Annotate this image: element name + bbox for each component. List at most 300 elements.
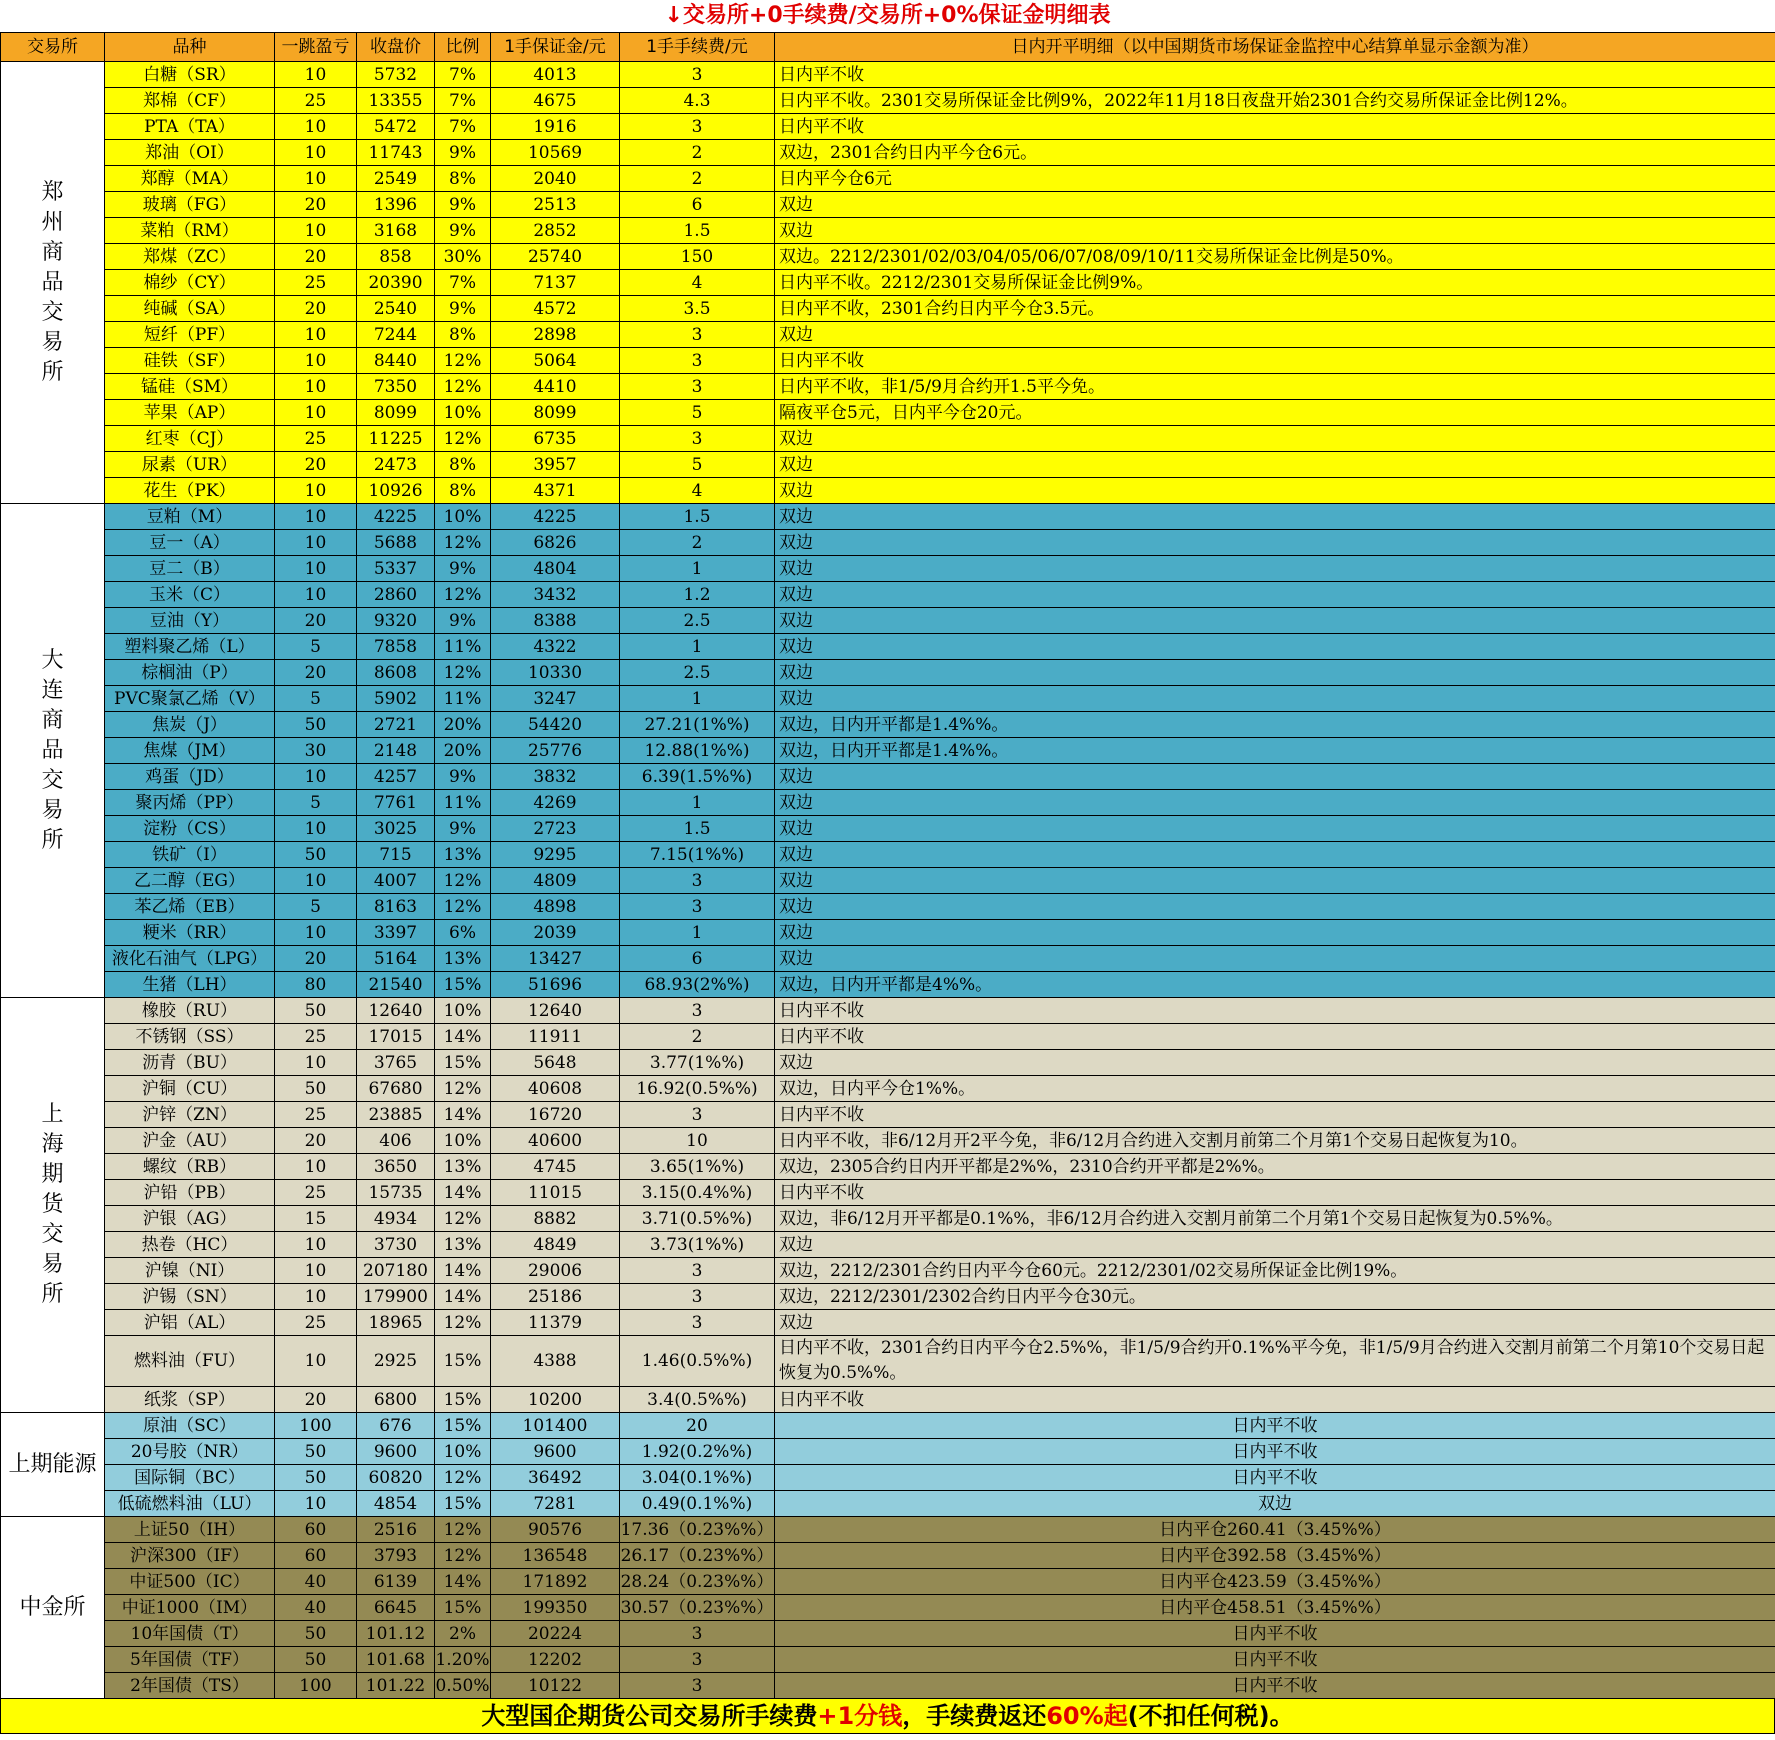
cell-intraday-details: 双边 (775, 192, 1775, 218)
cell-close-price: 2148 (357, 738, 435, 764)
table-row (1, 1387, 1775, 1413)
cell-tick-value: 10 (275, 166, 357, 192)
cell-ratio: 12% (435, 374, 491, 400)
cell-intraday-details: 双边，日内开平都是4%%。 (775, 972, 1775, 998)
cell-margin: 4804 (491, 556, 620, 582)
cell-product: PTA（TA） (105, 114, 275, 140)
cell-tick-value: 15 (275, 1206, 357, 1232)
cell-intraday-details: 日内平不收，非1/5/9月合约开1.5平今免。 (775, 374, 1775, 400)
cell-ratio: 9% (435, 608, 491, 634)
cell-ratio: 9% (435, 218, 491, 244)
cell-close-price: 12640 (357, 998, 435, 1024)
cell-margin: 2723 (491, 816, 620, 842)
cell-product: 沪铝（AL） (105, 1310, 275, 1336)
cell-fee: 3 (620, 1284, 775, 1310)
table-row (1, 712, 1775, 738)
cell-product: 沪深300（IF） (105, 1543, 275, 1569)
cell-tick-value: 25 (275, 1310, 357, 1336)
cell-product: 低硫燃料油（LU） (105, 1491, 275, 1517)
cell-tick-value: 10 (275, 1336, 357, 1387)
table-row (1, 452, 1775, 478)
cell-intraday-details: 日内平不收 (775, 348, 1775, 374)
table-row (1, 1439, 1775, 1465)
exchange-cell (1, 1413, 105, 1517)
cell-tick-value: 5 (275, 790, 357, 816)
cell-fee: 20 (620, 1413, 775, 1439)
cell-intraday-details: 日内平不收 (775, 1180, 1775, 1206)
cell-margin: 40608 (491, 1076, 620, 1102)
cell-close-price: 5732 (357, 62, 435, 88)
table-row (1, 530, 1775, 556)
cell-close-price: 3168 (357, 218, 435, 244)
table-row (1, 322, 1775, 348)
cell-margin: 10200 (491, 1387, 620, 1413)
cell-intraday-details: 日内平不收 (775, 1465, 1775, 1491)
cell-intraday-details: 双边 (775, 660, 1775, 686)
cell-close-price: 5688 (357, 530, 435, 556)
footer-banner (0, 1699, 1775, 1734)
cell-product: 豆二（B） (105, 556, 275, 582)
cell-margin: 3247 (491, 686, 620, 712)
cell-product: 尿素（UR） (105, 452, 275, 478)
cell-ratio: 13% (435, 1154, 491, 1180)
cell-intraday-details: 日内平不收。2301交易所保证金比例9%，2022年11月18日夜盘开始2301合约交易所保证金比例12%。 (775, 88, 1775, 114)
cell-product: 铁矿（I） (105, 842, 275, 868)
cell-close-price: 101.68 (357, 1647, 435, 1673)
table-row (1, 296, 1775, 322)
cell-fee: 30.57（0.23%%） (620, 1595, 775, 1621)
cell-tick-value: 10 (275, 140, 357, 166)
cell-close-price: 207180 (357, 1258, 435, 1284)
cell-product: 郑煤（ZC） (105, 244, 275, 270)
cell-tick-value: 25 (275, 270, 357, 296)
cell-margin: 29006 (491, 1258, 620, 1284)
table-row (1, 738, 1775, 764)
cell-ratio: 12% (435, 660, 491, 686)
cell-fee: 1.5 (620, 816, 775, 842)
cell-tick-value: 20 (275, 244, 357, 270)
cell-product: 上证50（IH） (105, 1517, 275, 1543)
cell-fee: 2 (620, 1024, 775, 1050)
table-row (1, 1465, 1775, 1491)
cell-fee: 3.4(0.5%%) (620, 1387, 775, 1413)
cell-close-price: 5902 (357, 686, 435, 712)
cell-close-price: 7244 (357, 322, 435, 348)
footer-highlight-2: 60%起 (1046, 1702, 1128, 1730)
cell-margin: 25186 (491, 1284, 620, 1310)
cell-intraday-details: 双边，2212/2301/2302合约日内平今仓30元。 (775, 1284, 1775, 1310)
cell-tick-value: 10 (275, 1232, 357, 1258)
cell-intraday-details: 日内平不收。2212/2301交易所保证金比例9%。 (775, 270, 1775, 296)
table-row (1, 764, 1775, 790)
cell-fee: 4 (620, 478, 775, 504)
table-row (1, 1336, 1775, 1387)
cell-tick-value: 10 (275, 920, 357, 946)
cell-close-price: 5337 (357, 556, 435, 582)
cell-product: 棕榈油（P） (105, 660, 275, 686)
cell-margin: 4388 (491, 1336, 620, 1387)
cell-margin: 10122 (491, 1673, 620, 1699)
cell-margin: 11015 (491, 1180, 620, 1206)
cell-ratio: 9% (435, 192, 491, 218)
cell-close-price: 2860 (357, 582, 435, 608)
table-row (1, 1491, 1775, 1517)
cell-margin: 36492 (491, 1465, 620, 1491)
cell-close-price: 3397 (357, 920, 435, 946)
cell-fee: 1 (620, 634, 775, 660)
cell-ratio: 14% (435, 1180, 491, 1206)
cell-close-price: 7350 (357, 374, 435, 400)
cell-tick-value: 10 (275, 764, 357, 790)
cell-margin: 90576 (491, 1517, 620, 1543)
cell-fee: 3 (620, 1310, 775, 1336)
cell-margin: 8388 (491, 608, 620, 634)
cell-ratio: 12% (435, 426, 491, 452)
cell-tick-value: 60 (275, 1543, 357, 1569)
cell-intraday-details: 双边 (775, 322, 1775, 348)
table-title: ↓交易所+0手续费/交易所+0%保证金明细表 (664, 3, 1111, 28)
cell-close-price: 10926 (357, 478, 435, 504)
cell-product: 螺纹（RB） (105, 1154, 275, 1180)
cell-tick-value: 20 (275, 192, 357, 218)
table-row (1, 1673, 1775, 1699)
cell-close-price: 9320 (357, 608, 435, 634)
cell-ratio: 14% (435, 1258, 491, 1284)
cell-margin: 4225 (491, 504, 620, 530)
table-row (1, 192, 1775, 218)
cell-intraday-details: 日内平不收 (775, 1024, 1775, 1050)
cell-close-price: 101.22 (357, 1673, 435, 1699)
cell-product: 苹果（AP） (105, 400, 275, 426)
cell-close-price: 7858 (357, 634, 435, 660)
table-row (1, 348, 1775, 374)
table-row (1, 1310, 1775, 1336)
cell-margin: 12640 (491, 998, 620, 1024)
cell-fee: 3 (620, 1673, 775, 1699)
cell-product: 棉纱（CY） (105, 270, 275, 296)
exchange-name: 中金所 (19, 1594, 86, 1620)
cell-margin: 8099 (491, 400, 620, 426)
table-row (1, 1050, 1775, 1076)
cell-ratio: 12% (435, 1206, 491, 1232)
cell-fee: 3 (620, 114, 775, 140)
cell-tick-value: 20 (275, 296, 357, 322)
cell-product: 中证500（IC） (105, 1569, 275, 1595)
footer-text-2: ，手续费返还 (902, 1702, 1047, 1730)
header-intraday-details: 日内开平明细（以中国期货市场保证金监控中心结算单显示金额为准） (775, 33, 1775, 62)
cell-tick-value: 60 (275, 1517, 357, 1543)
cell-margin: 40600 (491, 1128, 620, 1154)
cell-tick-value: 10 (275, 582, 357, 608)
cell-close-price: 7761 (357, 790, 435, 816)
cell-close-price: 1396 (357, 192, 435, 218)
cell-tick-value: 50 (275, 712, 357, 738)
cell-ratio: 15% (435, 1595, 491, 1621)
header-margin: 1手保证金/元 (491, 33, 620, 62)
exchange-name: 上海期货交易所 (41, 1102, 64, 1307)
cell-intraday-details: 双边 (775, 478, 1775, 504)
cell-ratio: 9% (435, 764, 491, 790)
cell-product: 郑醇（MA） (105, 166, 275, 192)
cell-product: 2年国债（TS） (105, 1673, 275, 1699)
cell-margin: 5648 (491, 1050, 620, 1076)
cell-intraday-details: 日内平不收 (775, 114, 1775, 140)
cell-fee: 5 (620, 400, 775, 426)
cell-close-price: 3765 (357, 1050, 435, 1076)
table-row (1, 426, 1775, 452)
cell-tick-value: 10 (275, 322, 357, 348)
cell-tick-value: 20 (275, 1387, 357, 1413)
cell-intraday-details: 双边 (775, 894, 1775, 920)
cell-ratio: 2% (435, 1621, 491, 1647)
cell-intraday-details: 双边 (775, 426, 1775, 452)
cell-fee: 68.93(2%%) (620, 972, 775, 998)
cell-close-price: 2516 (357, 1517, 435, 1543)
cell-fee: 26.17（0.23%%） (620, 1543, 775, 1569)
cell-ratio: 7% (435, 88, 491, 114)
cell-fee: 2 (620, 140, 775, 166)
cell-tick-value: 10 (275, 114, 357, 140)
cell-tick-value: 50 (275, 1465, 357, 1491)
cell-intraday-details: 双边，2305合约日内开平都是2%%，2310合约开平都是2%%。 (775, 1154, 1775, 1180)
cell-product: 沪镍（NI） (105, 1258, 275, 1284)
cell-product: 热卷（HC） (105, 1232, 275, 1258)
cell-margin: 4898 (491, 894, 620, 920)
cell-fee: 7.15(1%%) (620, 842, 775, 868)
cell-close-price: 13355 (357, 88, 435, 114)
cell-tick-value: 10 (275, 1154, 357, 1180)
cell-tick-value: 10 (275, 556, 357, 582)
cell-margin: 101400 (491, 1413, 620, 1439)
cell-tick-value: 20 (275, 660, 357, 686)
cell-product: 10年国债（T） (105, 1621, 275, 1647)
table-row (1, 504, 1775, 530)
cell-tick-value: 10 (275, 478, 357, 504)
cell-product: 燃料油（FU） (105, 1336, 275, 1387)
cell-intraday-details: 双边，日内开平都是1.4%%。 (775, 738, 1775, 764)
cell-margin: 16720 (491, 1102, 620, 1128)
header-row (1, 33, 1775, 62)
cell-ratio: 12% (435, 894, 491, 920)
cell-intraday-details: 日内平今仓6元 (775, 166, 1775, 192)
cell-tick-value: 25 (275, 1180, 357, 1206)
cell-intraday-details: 双边 (775, 608, 1775, 634)
cell-intraday-details: 双边 (775, 764, 1775, 790)
cell-margin: 4675 (491, 88, 620, 114)
cell-close-price: 11225 (357, 426, 435, 452)
table-row (1, 1206, 1775, 1232)
cell-fee: 1.5 (620, 218, 775, 244)
cell-fee: 0.49(0.1%%) (620, 1491, 775, 1517)
cell-product: 沪铅（PB） (105, 1180, 275, 1206)
cell-fee: 2 (620, 530, 775, 556)
cell-fee: 1 (620, 556, 775, 582)
cell-tick-value: 20 (275, 452, 357, 478)
table-row (1, 400, 1775, 426)
cell-margin: 12202 (491, 1647, 620, 1673)
cell-ratio: 11% (435, 634, 491, 660)
cell-ratio: 12% (435, 348, 491, 374)
table-row (1, 478, 1775, 504)
cell-tick-value: 5 (275, 686, 357, 712)
cell-intraday-details: 双边 (775, 1491, 1775, 1517)
cell-ratio: 20% (435, 738, 491, 764)
cell-intraday-details: 双边 (775, 504, 1775, 530)
table-row (1, 946, 1775, 972)
cell-product: 纸浆（SP） (105, 1387, 275, 1413)
cell-intraday-details: 双边。2212/2301/02/03/04/05/06/07/08/09/10/11交易所保证金比例是50%。 (775, 244, 1775, 270)
table-row (1, 1621, 1775, 1647)
table-row (1, 1517, 1775, 1543)
cell-close-price: 15735 (357, 1180, 435, 1206)
cell-intraday-details: 双边，日内开平都是1.4%%。 (775, 712, 1775, 738)
cell-tick-value: 50 (275, 1439, 357, 1465)
cell-ratio: 20% (435, 712, 491, 738)
header-ratio: 比例 (435, 33, 491, 62)
cell-close-price: 406 (357, 1128, 435, 1154)
cell-fee: 3 (620, 348, 775, 374)
exchange-cell (1, 504, 105, 998)
cell-ratio: 7% (435, 270, 491, 296)
cell-fee: 3 (620, 322, 775, 348)
cell-close-price: 858 (357, 244, 435, 270)
cell-close-price: 4854 (357, 1491, 435, 1517)
table-row (1, 1024, 1775, 1050)
cell-tick-value: 10 (275, 868, 357, 894)
cell-fee: 3.15(0.4%%) (620, 1180, 775, 1206)
cell-intraday-details: 双边 (775, 946, 1775, 972)
cell-intraday-details: 双边 (775, 686, 1775, 712)
cell-ratio: 15% (435, 1491, 491, 1517)
cell-close-price: 17015 (357, 1024, 435, 1050)
cell-tick-value: 10 (275, 374, 357, 400)
cell-close-price: 676 (357, 1413, 435, 1439)
cell-margin: 4572 (491, 296, 620, 322)
cell-tick-value: 50 (275, 1621, 357, 1647)
cell-product: 豆一（A） (105, 530, 275, 556)
cell-fee: 3 (620, 62, 775, 88)
cell-close-price: 20390 (357, 270, 435, 296)
cell-margin: 2039 (491, 920, 620, 946)
cell-close-price: 6645 (357, 1595, 435, 1621)
cell-tick-value: 80 (275, 972, 357, 998)
cell-fee: 6 (620, 192, 775, 218)
cell-tick-value: 10 (275, 62, 357, 88)
cell-close-price: 11743 (357, 140, 435, 166)
cell-close-price: 23885 (357, 1102, 435, 1128)
cell-close-price: 3025 (357, 816, 435, 842)
cell-margin: 2040 (491, 166, 620, 192)
cell-tick-value: 30 (275, 738, 357, 764)
cell-product: 苯乙烯（EB） (105, 894, 275, 920)
cell-fee: 5 (620, 452, 775, 478)
cell-fee: 3.73(1%%) (620, 1232, 775, 1258)
cell-ratio: 10% (435, 998, 491, 1024)
cell-margin: 7137 (491, 270, 620, 296)
cell-product: 不锈钢（SS） (105, 1024, 275, 1050)
cell-close-price: 2549 (357, 166, 435, 192)
cell-close-price: 8608 (357, 660, 435, 686)
cell-tick-value: 10 (275, 1284, 357, 1310)
cell-tick-value: 20 (275, 1128, 357, 1154)
cell-tick-value: 10 (275, 400, 357, 426)
cell-close-price: 179900 (357, 1284, 435, 1310)
cell-ratio: 10% (435, 504, 491, 530)
cell-ratio: 0.50% (435, 1673, 491, 1699)
table-row (1, 972, 1775, 998)
cell-close-price: 4225 (357, 504, 435, 530)
cell-product: 鸡蛋（JD） (105, 764, 275, 790)
cell-intraday-details: 双边 (775, 816, 1775, 842)
cell-ratio: 11% (435, 790, 491, 816)
table-row (1, 114, 1775, 140)
cell-margin: 3957 (491, 452, 620, 478)
cell-close-price: 9600 (357, 1439, 435, 1465)
cell-fee: 3 (620, 1102, 775, 1128)
cell-close-price: 60820 (357, 1465, 435, 1491)
cell-intraday-details: 日内平不收 (775, 1102, 1775, 1128)
cell-intraday-details: 双边，日内平今仓1%%。 (775, 1076, 1775, 1102)
table-row (1, 998, 1775, 1024)
cell-margin: 1916 (491, 114, 620, 140)
cell-intraday-details: 日内平仓423.59（3.45%%） (775, 1569, 1775, 1595)
table-row (1, 1595, 1775, 1621)
cell-intraday-details: 双边，2212/2301合约日内平今仓60元。2212/2301/02交易所保证金比例19%。 (775, 1258, 1775, 1284)
cell-product: 白糖（SR） (105, 62, 275, 88)
cell-close-price: 715 (357, 842, 435, 868)
cell-margin: 4809 (491, 868, 620, 894)
cell-ratio: 7% (435, 114, 491, 140)
table-row (1, 140, 1775, 166)
cell-close-price: 8440 (357, 348, 435, 374)
header-fee: 1手手续费/元 (620, 33, 775, 62)
cell-product: 原油（SC） (105, 1413, 275, 1439)
cell-tick-value: 100 (275, 1413, 357, 1439)
exchange-name: 郑州商品交易所 (41, 179, 64, 385)
cell-product: 聚丙烯（PP） (105, 790, 275, 816)
cell-tick-value: 25 (275, 88, 357, 114)
table-row (1, 582, 1775, 608)
cell-fee: 4 (620, 270, 775, 296)
cell-fee: 4.3 (620, 88, 775, 114)
cell-product: 沪锡（SN） (105, 1284, 275, 1310)
cell-ratio: 12% (435, 868, 491, 894)
cell-product: 玻璃（FG） (105, 192, 275, 218)
cell-margin: 7281 (491, 1491, 620, 1517)
cell-margin: 10569 (491, 140, 620, 166)
cell-margin: 11911 (491, 1024, 620, 1050)
cell-intraday-details: 双边 (775, 920, 1775, 946)
cell-fee: 3.71(0.5%%) (620, 1206, 775, 1232)
cell-intraday-details: 日内平仓458.51（3.45%%） (775, 1595, 1775, 1621)
cell-margin: 13427 (491, 946, 620, 972)
cell-margin: 54420 (491, 712, 620, 738)
cell-intraday-details: 双边，2301合约日内平今仓6元。 (775, 140, 1775, 166)
cell-tick-value: 5 (275, 634, 357, 660)
cell-ratio: 10% (435, 1439, 491, 1465)
cell-product: 沥青（BU） (105, 1050, 275, 1076)
cell-ratio: 12% (435, 530, 491, 556)
cell-close-price: 2540 (357, 296, 435, 322)
fee-margin-table (0, 32, 1775, 1699)
cell-intraday-details: 双边，非6/12月开平都是0.1%%，非6/12月合约进入交割月前第二个月第1个交易日起恢复为0.5%%。 (775, 1206, 1775, 1232)
cell-fee: 2.5 (620, 660, 775, 686)
table-row (1, 790, 1775, 816)
cell-tick-value: 10 (275, 1258, 357, 1284)
cell-ratio: 1.20% (435, 1647, 491, 1673)
cell-tick-value: 5 (275, 894, 357, 920)
exchange-name: 大连商品交易所 (41, 647, 64, 853)
